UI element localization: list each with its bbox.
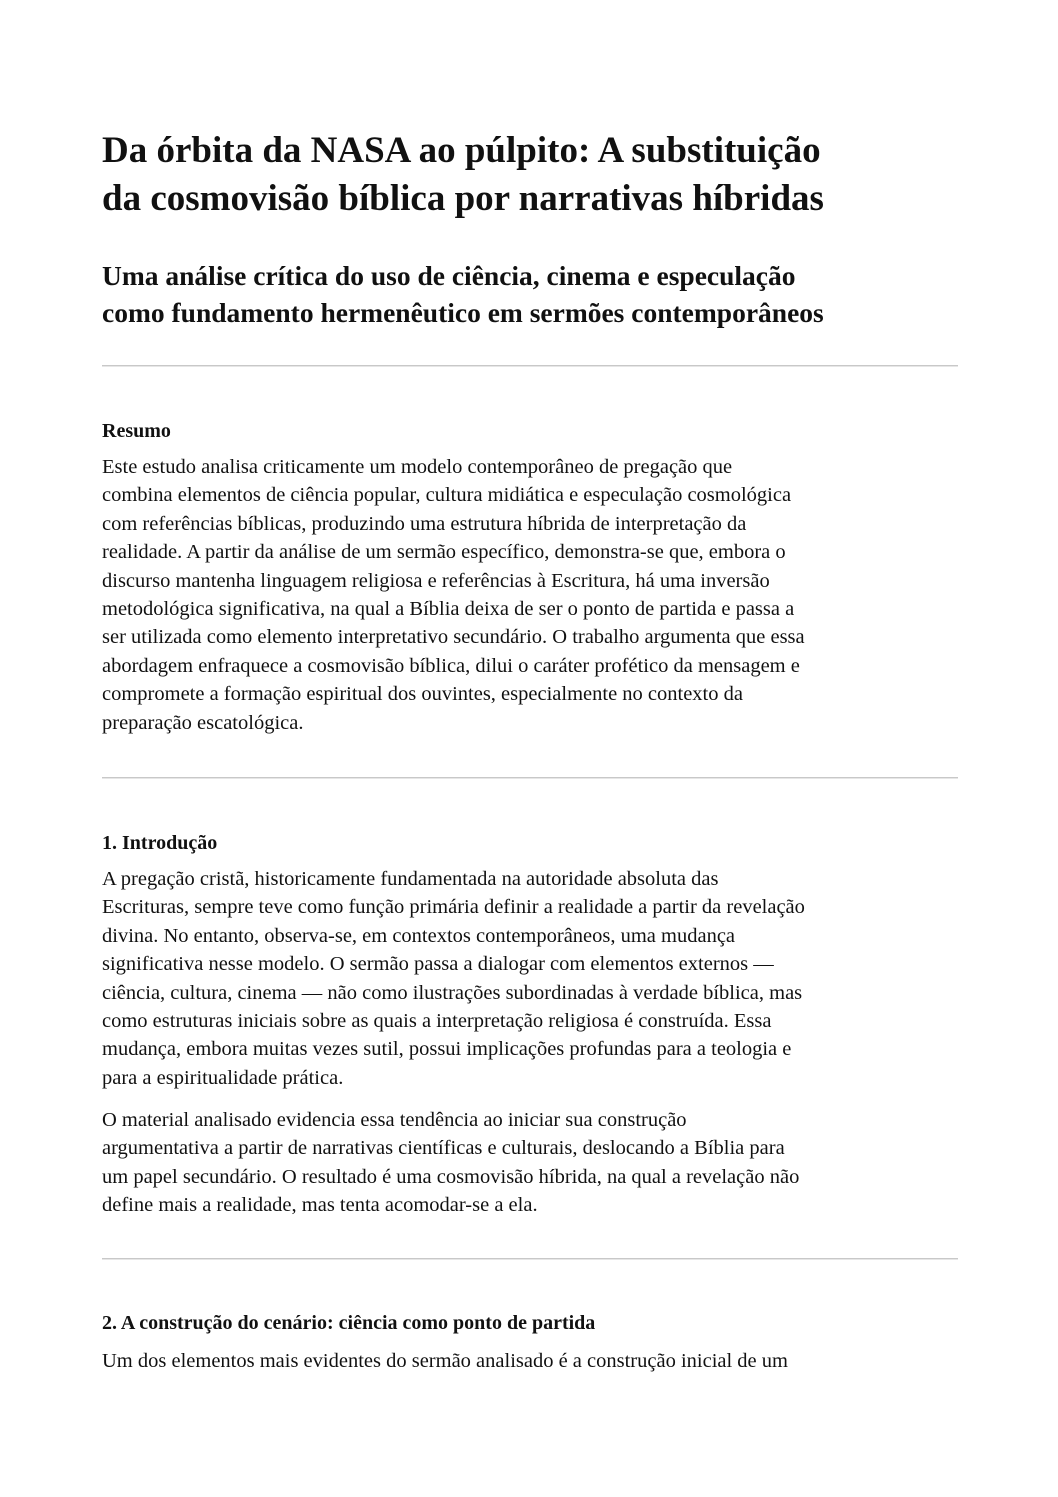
divider [102,777,958,779]
abstract-text: Este estudo analisa criticamente um modelo contemporâneo de pregação que combina elementos de ciência popular, cultura midiática e especulação cosmológica com referências bíblicas, produzindo uma estrutura híbrida de interpretação da realidade. A partir da análise de um sermão específico, demonstra-se que, embora o discurso mantenha linguagem religiosa e referências à Escritura, há uma inversão metodológica significativa, na qual a Bíblia deixa de ser o ponto de partida e passa a ser utilizada como elemento interpretativo secundário. O trabalho argumenta que essa abordagem enfraquece a cosmovisão bíblica, dilui o caráter profético da mensagem e compromete a formação espiritual dos ouvintes, especialmente no contexto da preparação escatológica. [102,456,805,734]
document-subtitle: Uma análise crítica do uso de ciência, cinema e especulação como fundamento hermenêutico em sermões contemporâneos [102,260,824,328]
section-2-paragraph-1: Um dos elementos mais evidentes do sermão analisado é a construção inicial de um [102,1350,788,1372]
abstract-heading: Resumo [102,420,171,442]
divider [102,365,958,367]
section-1-paragraph-2: O material analisado evidencia essa tendência ao iniciar sua construção argumentativa a partir de narrativas científicas e culturais, deslocando a Bíblia para um papel secundário. O resultado é uma cosmovisão híbrida, na qual a revelação não define mais a realidade, mas tenta acomodar-se a ela. [102,1109,800,1217]
section-2-heading: 2. A construção do cenário: ciência como ponto de partida [102,1312,596,1334]
divider [102,1258,958,1260]
section-1-heading: 1. Introdução [102,832,218,854]
document-title: Da órbita da NASA ao púlpito: A substituição da cosmovisão bíblica por narrativas híbridas [102,130,824,219]
section-1-paragraph-1: A pregação cristã, historicamente fundamentada na autoridade absoluta das Escrituras, sempre teve como função primária definir a realidade a partir da revelação divina. No entanto, observa-se, em contextos contemporâneos, uma mudança significativa nesse modelo. O sermão passa a dialogar com elementos externos — ciência, cultura, cinema — não como ilustrações subordinadas à verdade bíblica, mas como estruturas iniciais sobre as quais a interpretação religiosa é construída. Essa mudança, embora muitas vezes sutil, possui implicações profundas para a teologia e para a espiritualidade prática. [102,868,805,1089]
